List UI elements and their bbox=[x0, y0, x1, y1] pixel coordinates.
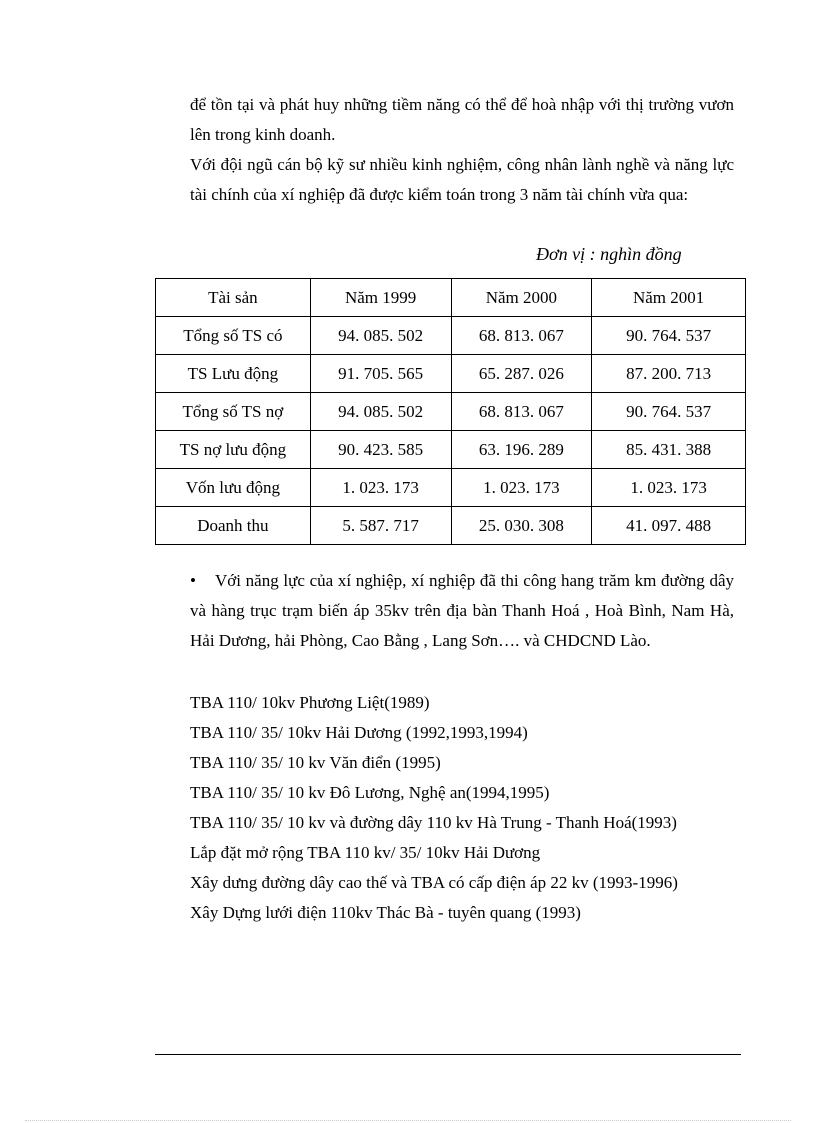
table-cell: 1. 023. 173 bbox=[451, 469, 592, 507]
table-cell: TS nợ lưu động bbox=[156, 431, 311, 469]
list-item: Lắp đặt mở rộng TBA 110 kv/ 35/ 10kv Hải Dương bbox=[190, 843, 541, 862]
table-cell: 90. 764. 537 bbox=[592, 317, 746, 355]
list-item: TBA 110/ 35/ 10 kv và đường dây 110 kv Hà Trung - Thanh Hoá(1993) bbox=[190, 813, 677, 832]
table-cell: Tổng số TS nợ bbox=[156, 393, 311, 431]
bullet-icon: • bbox=[190, 571, 196, 590]
table-cell: 1. 023. 173 bbox=[592, 469, 746, 507]
table-row bbox=[156, 317, 746, 355]
list-item: TBA 110/ 35/ 10 kv Văn điển (1995) bbox=[190, 753, 441, 772]
table-cell: 68. 813. 067 bbox=[451, 317, 592, 355]
footer-divider bbox=[155, 1054, 741, 1055]
table-cell: Tổng số TS có bbox=[156, 317, 311, 355]
table-header-cell: Năm 2001 bbox=[592, 279, 746, 317]
list-item: TBA 110/ 35/ 10 kv Đô Lương, Nghệ an(1994,1995) bbox=[190, 783, 550, 802]
table-row bbox=[156, 393, 746, 431]
table-cell: 65. 287. 026 bbox=[451, 355, 592, 393]
financial-table bbox=[155, 278, 746, 545]
table-cell: 91. 705. 565 bbox=[310, 355, 451, 393]
table-cell: 90. 423. 585 bbox=[310, 431, 451, 469]
table-cell: 94. 085. 502 bbox=[310, 317, 451, 355]
table-row bbox=[156, 431, 746, 469]
table-cell: 1. 023. 173 bbox=[310, 469, 451, 507]
table-cell: 85. 431. 388 bbox=[592, 431, 746, 469]
table-cell: 63. 196. 289 bbox=[451, 431, 592, 469]
table-header-row bbox=[156, 279, 746, 317]
table-cell: 25. 030. 308 bbox=[451, 507, 592, 545]
intro-paragraph-2: Với đội ngũ cán bộ kỹ sư nhiều kinh nghiệm, công nhân lành nghề và năng lực tài chính của xí nghiệp đã được kiểm toán trong 3 năm tài chính vừa qua: bbox=[190, 155, 734, 204]
intro-paragraph-1: để tồn tại và phát huy những tiềm năng có thể để hoà nhập với thị trường vươn lên trong kinh doanh. bbox=[190, 95, 734, 144]
table-cell: 68. 813. 067 bbox=[451, 393, 592, 431]
list-item: TBA 110/ 35/ 10kv Hải Dương (1992,1993,1994) bbox=[190, 723, 528, 742]
page-edge-divider bbox=[25, 1120, 791, 1121]
table-cell: TS Lưu động bbox=[156, 355, 311, 393]
table-row bbox=[156, 507, 746, 545]
table-cell: Vốn lưu động bbox=[156, 469, 311, 507]
list-item: TBA 110/ 10kv Phương Liệt(1989) bbox=[190, 693, 430, 712]
capability-bullet bbox=[190, 566, 734, 656]
table-cell: 41. 097. 488 bbox=[592, 507, 746, 545]
table-row bbox=[156, 469, 746, 507]
table-header-cell: Năm 2000 bbox=[451, 279, 592, 317]
table-cell: 5. 587. 717 bbox=[310, 507, 451, 545]
table-cell: 90. 764. 537 bbox=[592, 393, 746, 431]
table-row bbox=[156, 355, 746, 393]
list-item: Xây Dựng lưới điện 110kv Thác Bà - tuyên quang (1993) bbox=[190, 903, 581, 922]
unit-note: Đơn vị : nghìn đồng bbox=[536, 244, 682, 264]
table-cell: Doanh thu bbox=[156, 507, 311, 545]
table-header-cell: Tài sản bbox=[156, 279, 311, 317]
list-item: Xây dưng đường dây cao thế và TBA có cấp điện áp 22 kv (1993-1996) bbox=[190, 873, 678, 892]
table-cell: 94. 085. 502 bbox=[310, 393, 451, 431]
table-cell: 87. 200. 713 bbox=[592, 355, 746, 393]
project-list bbox=[190, 688, 734, 928]
table-header-cell: Năm 1999 bbox=[310, 279, 451, 317]
bullet-text: Với năng lực của xí nghiệp, xí nghiệp đã thi công hang trăm km đường dây và hàng trục trạm biến áp 35kv trên địa bàn Thanh Hoá , Hoà Bình, Nam Hà, Hải Dương, hải Phòng, Cao Bằng , Lang Sơn…. và CHDCND Lào. bbox=[190, 571, 734, 650]
